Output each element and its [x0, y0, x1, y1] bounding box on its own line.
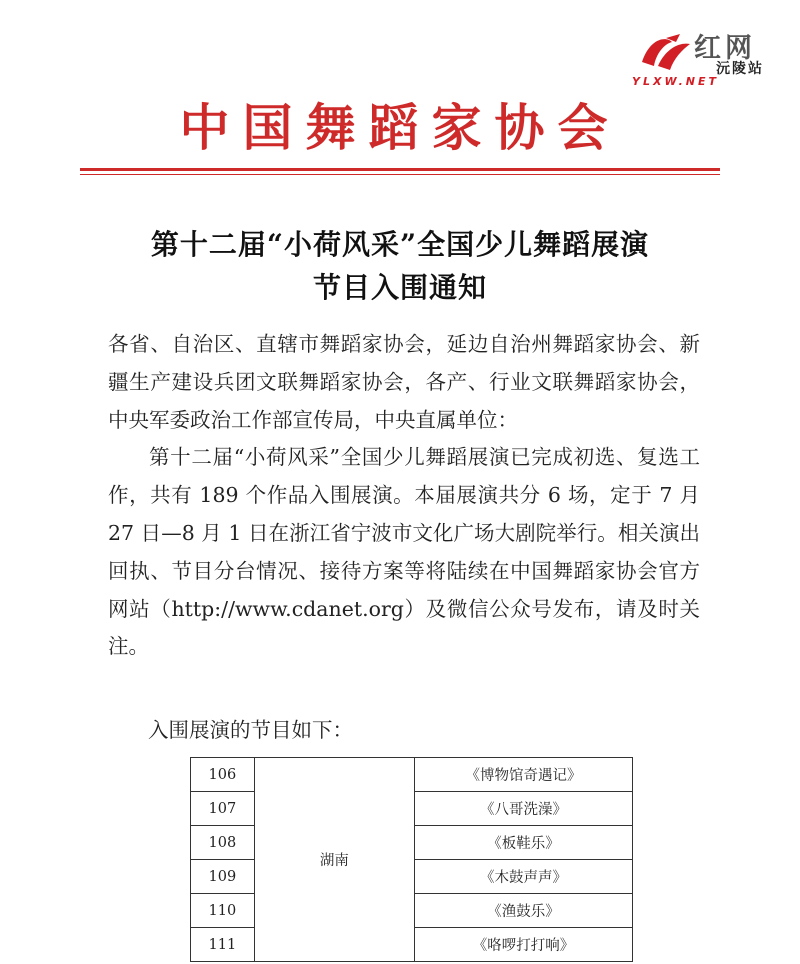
list-intro: 入围展演的节目如下：	[148, 718, 353, 742]
program-table	[190, 757, 633, 962]
letterhead-rule-thin	[80, 174, 720, 175]
notice-title-line2: 节目入围通知	[312, 271, 487, 304]
program-title: 《木鼓声声》	[415, 860, 633, 894]
main-paragraph: 第十二届“小荷风采”全国少儿舞蹈展演已完成初选、复选工作，共有 189 个作品入围展演。本届展演共分 6 场，定于 7 月 27 日—8 月 1 日在浙江省宁波市文化广场大剧院举行。相关演出回执、节目分台情况、接待方案等将陆续在中国舞蹈家协会官方网站（http://www.cdanet.org）及微信公众号发布，请及时关注。	[108, 445, 700, 659]
program-number: 107	[191, 792, 255, 826]
watermark	[632, 18, 792, 90]
watermark-station: 沅陵站	[716, 61, 764, 77]
table-row	[191, 758, 633, 792]
program-number: 106	[191, 758, 255, 792]
program-number: 111	[191, 928, 255, 962]
program-title: 《咯啰打打响》	[415, 928, 633, 962]
watermark-url: YLXW.NET	[632, 75, 720, 88]
program-title: 《博物馆奇遇记》	[415, 758, 633, 792]
program-number: 110	[191, 894, 255, 928]
notice-title-line1: 第十二届“小荷风采”全国少儿舞蹈展演	[150, 228, 650, 261]
program-number: 109	[191, 860, 255, 894]
letterhead-rule	[80, 168, 720, 171]
program-title: 《板鞋乐》	[415, 826, 633, 860]
program-title: 《八哥洗澡》	[415, 792, 633, 826]
notice-body	[108, 326, 700, 666]
program-number: 108	[191, 826, 255, 860]
letterhead-organization: 中国舞蹈家协会	[179, 98, 621, 157]
province-cell: 湖南	[254, 758, 414, 962]
program-title: 《渔鼓乐》	[415, 894, 633, 928]
salutation: 各省、自治区、直辖市舞蹈家协会，延边自治州舞蹈家协会、新疆生产建设兵团文联舞蹈家协会，各产、行业文联舞蹈家协会，中央军委政治工作部宣传局，中央直属单位：	[108, 332, 700, 432]
watermark-brand: 红网	[694, 33, 756, 64]
hongwang-logo-icon	[636, 32, 692, 72]
